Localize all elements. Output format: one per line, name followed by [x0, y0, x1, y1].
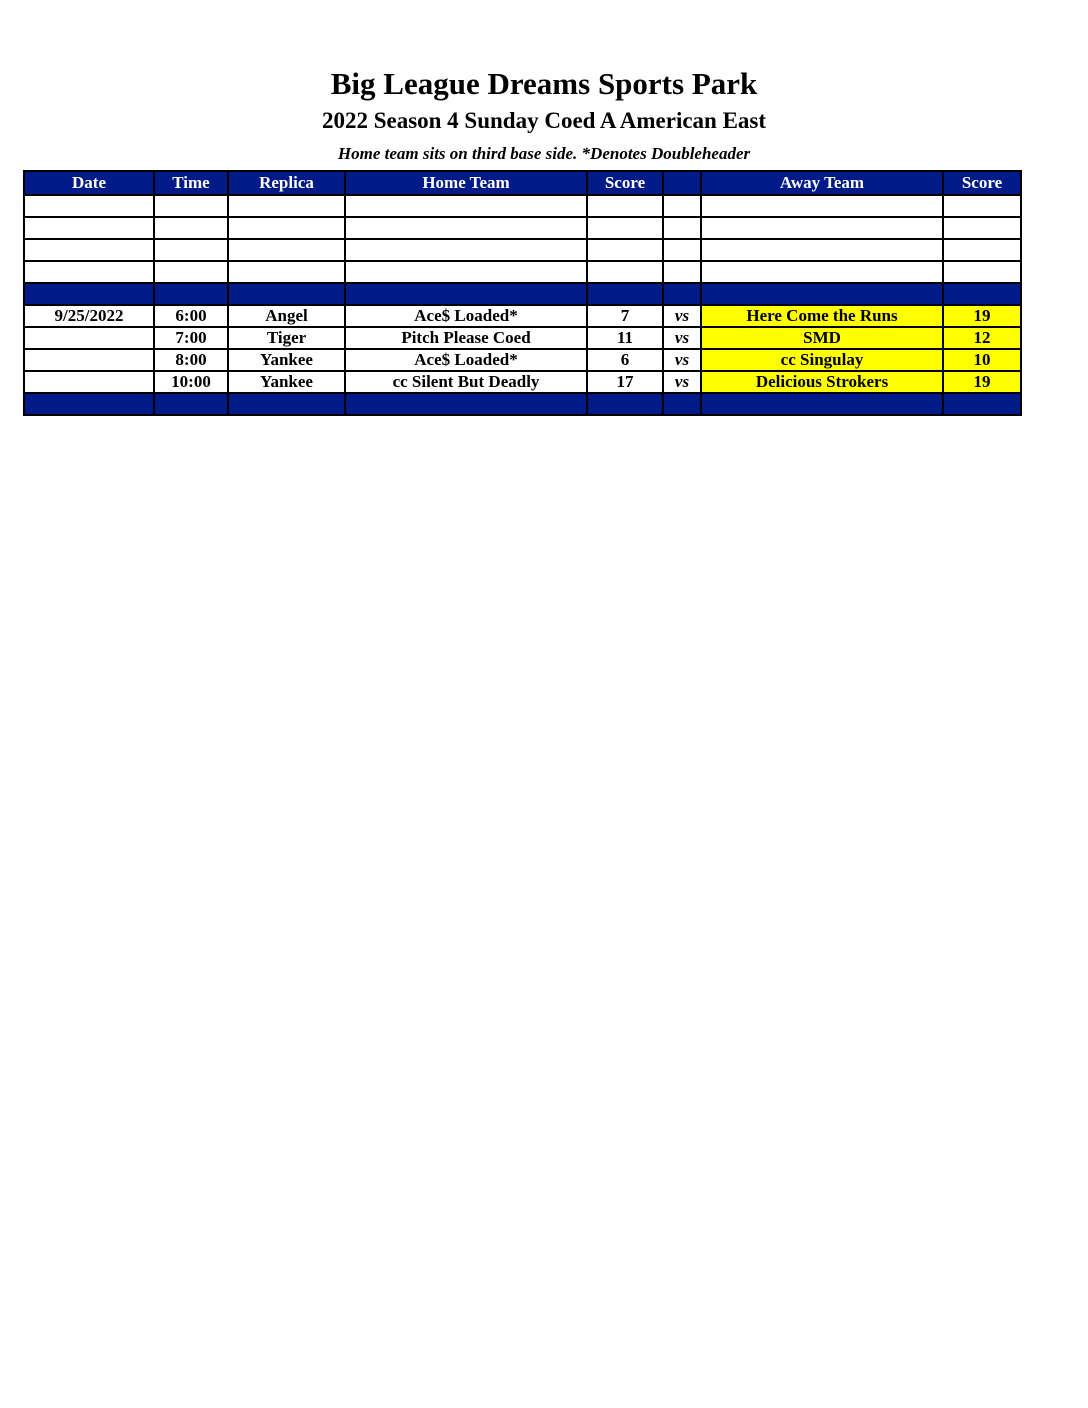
- col-header-date: Date: [24, 171, 154, 195]
- vs-label: vs: [663, 327, 701, 349]
- game-date: [24, 349, 154, 371]
- away-score: 19: [943, 371, 1021, 393]
- away-team: SMD: [701, 327, 943, 349]
- game-replica: Angel: [228, 305, 345, 327]
- game-time: 10:00: [154, 371, 228, 393]
- vs-label: vs: [663, 305, 701, 327]
- away-team: Delicious Strokers: [701, 371, 943, 393]
- away-score: 12: [943, 327, 1021, 349]
- game-time: 8:00: [154, 349, 228, 371]
- game-date: [24, 371, 154, 393]
- game-date: [24, 327, 154, 349]
- col-header-time: Time: [154, 171, 228, 195]
- home-score: 17: [587, 371, 663, 393]
- separator-bar: [24, 283, 1021, 305]
- away-team: Here Come the Runs: [701, 305, 943, 327]
- schedule-table: [23, 170, 1022, 416]
- game-row: [24, 305, 1021, 327]
- home-team: Ace$ Loaded*: [345, 349, 587, 371]
- empty-row: [24, 239, 1021, 261]
- col-header-away-score: Score: [943, 171, 1021, 195]
- game-row: [24, 327, 1021, 349]
- empty-row: [24, 217, 1021, 239]
- game-date: 9/25/2022: [24, 305, 154, 327]
- game-replica: Yankee: [228, 349, 345, 371]
- game-replica: Tiger: [228, 327, 345, 349]
- empty-row: [24, 195, 1021, 217]
- header-row: [24, 171, 1021, 195]
- separator-bar: [24, 393, 1021, 415]
- vs-label: vs: [663, 349, 701, 371]
- col-header-home-score: Score: [587, 171, 663, 195]
- home-team: Pitch Please Coed: [345, 327, 587, 349]
- home-team: Ace$ Loaded*: [345, 305, 587, 327]
- away-team: cc Singulay: [701, 349, 943, 371]
- empty-row: [24, 261, 1021, 283]
- game-replica: Yankee: [228, 371, 345, 393]
- col-header-replica: Replica: [228, 171, 345, 195]
- home-score: 6: [587, 349, 663, 371]
- col-header-home-team: Home Team: [345, 171, 587, 195]
- col-header-vs: [663, 171, 701, 195]
- page-subtitle: 2022 Season 4 Sunday Coed A American East: [321, 108, 767, 133]
- game-time: 6:00: [154, 305, 228, 327]
- game-row: [24, 371, 1021, 393]
- home-team: cc Silent But Deadly: [345, 371, 587, 393]
- col-header-away-team: Away Team: [701, 171, 943, 195]
- home-score: 11: [587, 327, 663, 349]
- game-row: [24, 349, 1021, 371]
- vs-label: vs: [663, 371, 701, 393]
- away-score: 19: [943, 305, 1021, 327]
- away-score: 10: [943, 349, 1021, 371]
- doubleheader-note: Home team sits on third base side. *Denotes Doubleheader: [337, 144, 751, 163]
- home-score: 7: [587, 305, 663, 327]
- page-title: Big League Dreams Sports Park: [330, 66, 758, 101]
- game-time: 7:00: [154, 327, 228, 349]
